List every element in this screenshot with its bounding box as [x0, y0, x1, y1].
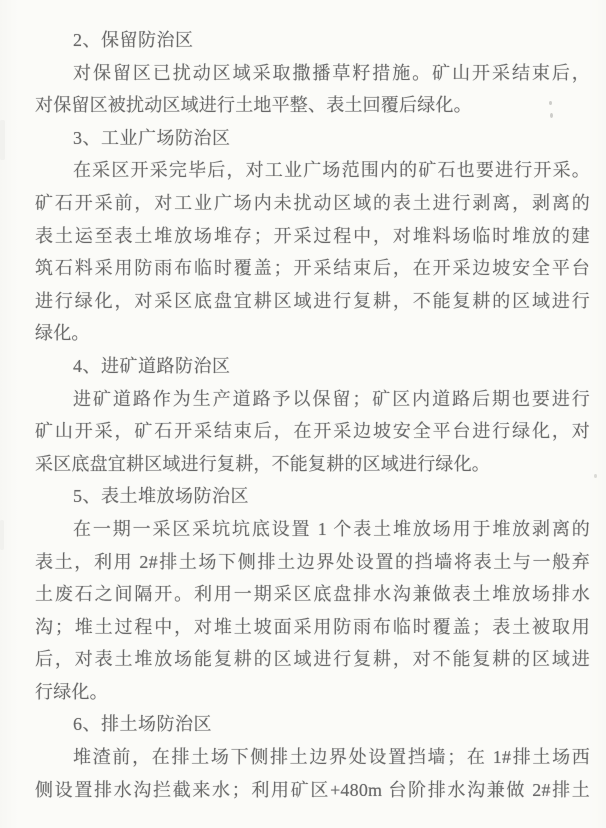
text-line: 后，对表土堆放场能复耕的区域进行复耕，对不能复耕的区域进 [35, 649, 590, 670]
section-heading: 4、进矿道路防治区 [73, 355, 231, 376]
text-line: 矿石开采前，对工业广场内未扰动区域的表土进行剥离，剥离的 [35, 192, 590, 213]
text-line: 表土运至表土堆放场堆存；开采过程中，对堆料场临时堆放的建 [35, 225, 590, 246]
text-line: 采区底盘宜耕区域进行复耕，不能复耕的区域进行绿化。 [35, 453, 490, 474]
text-block [35, 24, 590, 806]
text-line: 沟；堆土过程中，对堆土坡面采用防雨布临时覆盖；表土被取用 [35, 616, 590, 637]
scan-edge-smudge [0, 520, 4, 550]
text-line: 行绿化。 [35, 681, 108, 702]
text-line: 绿化。 [35, 323, 90, 344]
text-line: 矿山开采，矿石开采结束后，在开采边坡安全平台进行绿化，对 [35, 421, 590, 442]
text-line: 对保留区被扰动区域进行土地平整、表土回覆后绿化。 [35, 95, 472, 116]
text-line: 筑石料采用防雨布临时覆盖；开采结束后，在开采边坡安全平台 [35, 258, 590, 279]
section-heading: 2、保留防治区 [73, 30, 194, 50]
text-line: 进矿道路作为生产道路予以保留；矿区内道路后期也要进行 [73, 388, 590, 409]
text-line: 对保留区已扰动区域采取撒播草籽措施。矿山开采结束后， [73, 62, 590, 83]
scan-edge-smudge [0, 120, 5, 160]
scan-artifact [594, 474, 597, 478]
text-line: 进行绿化，对采区底盘宜耕区域进行复耕，不能复耕的区域进行 [35, 290, 590, 311]
section-heading: 6、排土场防治区 [73, 714, 212, 735]
scan-artifact [549, 101, 552, 105]
text-line: 在一期一采区采坑坑底设置 1 个表土堆放场用于堆放剥离的 [73, 518, 590, 539]
text-line: 堆渣前，在排土场下侧排土边界处设置挡墙；在 1#排土场西 [73, 747, 590, 768]
text-line: 侧设置排水沟拦截来水；利用矿区+480m 台阶排水沟兼做 2#排土 [35, 779, 590, 800]
text-line: 表土，利用 2#排土场下侧排土边界处设置的挡墙将表土与一般弃 [35, 551, 590, 572]
section-heading: 5、表土堆放场防治区 [73, 486, 249, 507]
text-line: 土废石之间隔开。利用一期采区底盘排水沟兼做表土堆放场排水 [35, 584, 590, 605]
scan-artifact [550, 113, 553, 118]
text-line: 在采区开采完毕后，对工业广场范围内的矿石也要进行开采。 [73, 160, 590, 181]
section-heading: 3、工业广场防治区 [73, 127, 231, 148]
